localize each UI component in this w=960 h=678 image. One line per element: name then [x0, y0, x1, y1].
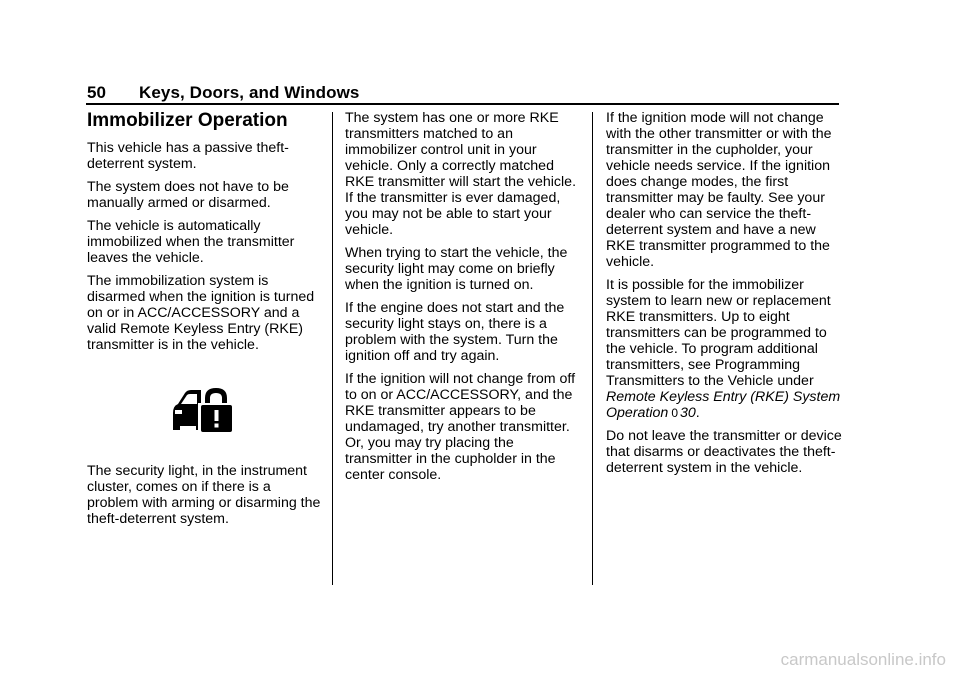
- security-light-car-lock-icon: [171, 386, 233, 436]
- paragraph: The vehicle is automatically immobilized when the transmitter leaves the vehicle.: [87, 218, 295, 266]
- section-title: Immobilizer Operation: [87, 110, 288, 131]
- column-1: [87, 110, 323, 360]
- paragraph: The system has one or more RKE transmitters matched to an immobilizer control unit in your vehicle. Only a correctly matched RKE transmitter will start the vehicle. If the transmitter is ever damaged, you may not be able to start your vehicle.: [345, 110, 577, 238]
- watermark: carmanualsonline.info: [780, 650, 946, 669]
- paragraph: The security light, in the instrument cluster, comes on if there is a problem with arming or disarming the theft-deterrent system.: [87, 463, 321, 527]
- page-header: [87, 83, 359, 103]
- cross-reference-link[interactable]: Programming Transmitters to the Vehicle: [606, 357, 800, 389]
- paragraph: The immobilization system is disarmed when the ignition is turned on or in ACC/ACCESSORY and a valid Remote Keyless Entry (RKE) transmitter is in the vehicle.: [87, 273, 315, 353]
- paragraph-text: It is possible for the immobilizer system to learn new or replacement RKE transmitters. Up to eight transmitters can be programmed to the vehicle. To program additional transmitters, see: [606, 277, 831, 373]
- cross-reference-title[interactable]: Remote Keyless Entry (RKE) System Operation: [606, 389, 841, 421]
- paragraph: When trying to start the vehicle, the security light may come on briefly when the ignition is turned on.: [345, 245, 568, 293]
- column-1-lower: [87, 463, 323, 534]
- paragraph: Do not leave the transmitter or device that disarms or deactivates the theft-deterrent system in the vehicle.: [606, 428, 842, 476]
- page-reference-arrow-icon: 0: [671, 406, 678, 420]
- paragraph: If the ignition will not change from off to on or ACC/ACCESSORY, and the RKE transmitter appears to be undamaged, try another transmitter. Or, you may try placing the transmitter in the cupholder in the center console.: [345, 371, 576, 483]
- paragraph-text: .: [695, 405, 700, 421]
- paragraph: This vehicle has a passive theft-deterrent system.: [87, 140, 289, 172]
- page-number: 50: [87, 83, 107, 102]
- chapter-title: Keys, Doors, and Windows: [139, 83, 360, 102]
- paragraph: If the engine does not start and the security light stays on, there is a problem with the system. Turn the ignition off and try again.: [345, 300, 565, 364]
- paragraph: If the ignition mode will not change with the other transmitter or with the transmitter in the cupholder, your vehicle needs service. If the ignition does change modes, the first transmitter may be faulty. See your dealer who can service the theft-deterrent system and have a new RKE transmitter programmed to the vehicle.: [606, 110, 832, 270]
- cross-reference-page[interactable]: 30: [680, 405, 696, 421]
- paragraph: [606, 277, 842, 421]
- header-rule: [86, 103, 839, 105]
- column-divider: [592, 112, 593, 585]
- paragraph-text: under: [777, 373, 814, 389]
- column-2: [345, 110, 581, 490]
- column-divider: [332, 112, 333, 585]
- paragraph: The system does not have to be manually armed or disarmed.: [87, 179, 289, 211]
- column-3: [606, 110, 842, 483]
